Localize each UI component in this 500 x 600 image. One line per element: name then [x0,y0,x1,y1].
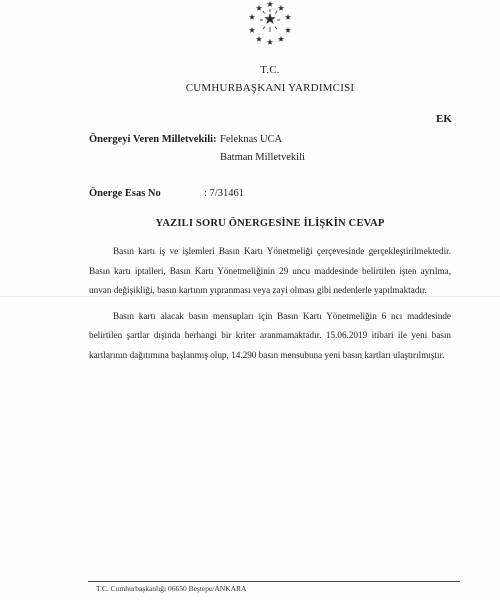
document-body [89,242,451,371]
esas-no-value: : 7/31461 [204,188,244,199]
footer-divider [88,581,460,582]
esas-no-label: Önerge Esas No [89,188,161,199]
body-paragraph-2: Basın kartı alacak basın mensupları için Basın Kartı Yönetmeliğin 6 ncı maddesinde belirtilen şartlar dışında herhangi bir kriter aranmamaktadır. 15.06.2019 itibari ile yeni basın kartlarının dağıtımına başlanmış olup, 14.290 basın mensubuna yeni basın kartları ulaştırılmıştır. [89,310,451,360]
footer-address: T.C. Cumhurbaşkanlığı 06650 Beştepe/ANKARA [96,584,247,593]
milletvekili-label: Önergeyi Veren Milletvekili: [89,134,217,145]
milletvekili-name: Feleknas UCA [220,134,283,145]
body-paragraph-1: Basın kartı iş ve işlemleri Basın Kartı Yönetmeliği çerçevesinde gerçekleştirilmektedir. Basın kartı iptalleri, Basın Kartı Yönetmeliğinin 29 uncu maddesinde belirtilen işten ayrılma, unvan değişikliği, basın kartının yıpranması veya zayi olması gibi nedenlerle yapılmaktadır. [89,246,451,295]
header-tc: T.C. [260,64,280,76]
annex-marker: EK [436,113,452,125]
header-office: CUMHURBAŞKANI YARDIMCISI [185,82,355,94]
presidential-seal-icon [246,0,294,46]
document-title: YAZILI SORU ÖNERGESİNE İLİŞKİN CEVAP [155,218,385,229]
milletvekili-province: Batman Milletvekili [220,152,305,163]
